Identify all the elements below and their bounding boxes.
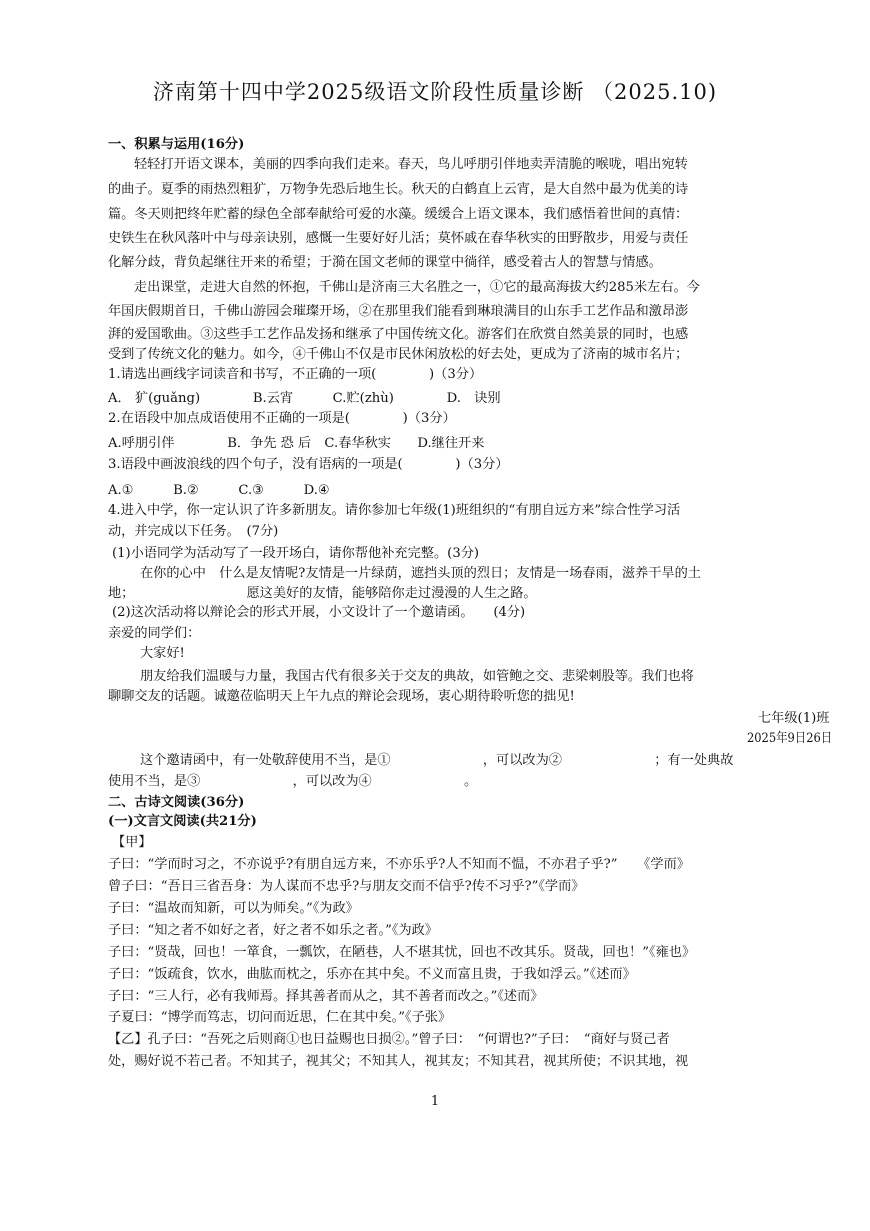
paragraph-line: 化解分歧，背负起继往开来的希望；于漪在国文老师的课堂中徜徉，感受着古人的智慧与情感。 — [108, 255, 662, 270]
page-number: 1 — [430, 1094, 440, 1109]
exam-title: 济南第十四中学2025级语文阶段性质量诊断 （2025.10) — [152, 80, 718, 104]
letter-greeting: 亲爱的同学们： — [108, 626, 201, 641]
letter-signature: 七年级(1)班 — [758, 711, 830, 726]
passage-marker: 【甲】 — [112, 835, 152, 850]
passage-line: 子曰：“知之者不如好之者，好之者不如乐之者。”《为政》 — [108, 923, 438, 938]
paragraph-line: 史铁生在秋风落叶中与母亲诀别，感慨一生要好好儿活；莫怀戚在春华秋实的田野散步，用爱与责任 — [108, 231, 689, 246]
option-line: A． 犷(guǎng) B.云宵 C.贮(zhù) D. 诀别 — [108, 391, 501, 406]
passage-line: 子曰：“饭疏食，饮水，曲肱而枕之，乐亦在其中矣。不义而富且贵，于我如浮云。”《述而》 — [108, 967, 636, 982]
passage-line: 曾子曰：“吾日三省吾身：为人谋而不忠乎?与朋友交而不信乎?传不习乎?”《学而》 — [108, 879, 585, 894]
passage-line: 子曰：“贤哉，回也！一箪食，一瓢饮，在陋巷，人不堪其忧，回也不改其乐。贤哉，回也！”《雍也》 — [108, 945, 696, 960]
letter-greeting: 大家好! — [140, 646, 185, 661]
paragraph-line: 的曲子。夏季的雨热烈粗犷，万物争先恐后地生长。秋天的白鹤直上云宵，是大自然中最为优美的诗 — [108, 182, 689, 197]
question-line: 1.请选出画线字词读音和书写，不正确的一项( )（3分） — [108, 367, 483, 382]
paragraph-line: 篇。冬天则把终年贮蓄的绿色全部奉献给可爱的水藻。缓缓合上语文课本，我们感悟着世间的真情： — [108, 207, 689, 222]
letter-body-line: 聊聊交友的话题。诚邀莅临明天上午九点的辩论会现场，衷心期待聆听您的拙见! — [108, 689, 575, 704]
paragraph-line: 年国庆假期首日，千佛山游园会璀璨开场，②在那里我们能看到琳琅满目的山东手工艺作品和激昂澎 — [108, 304, 689, 319]
question-line: 使用不当，是③ ，可以改为④ 。 — [108, 774, 478, 789]
paragraph-line: 湃的爱国歌曲。③这些手工艺作品发扬和继承了中国传统文化。游客们在欣赏自然美景的同时，也感 — [108, 327, 689, 342]
question-line: 3.语段中画波浪线的四个句子，没有语病的一项是( )（3分） — [108, 457, 509, 472]
letter-date: 2025年9日26日 — [747, 731, 833, 746]
section-heading: 一、积累与运用(16分) — [108, 137, 245, 152]
option-line: A.① B.② C.③ D.④ — [108, 483, 330, 498]
question-line: 这个邀请函中，有一处敬辞使用不当，是① ，可以改为② ；有一处典故 — [140, 753, 734, 768]
passage-line: 子夏曰：“博学而笃志，切问而近思，仁在其中矣。”《子张》 — [108, 1010, 452, 1025]
passage-line: 子曰：“三人行，必有我师焉。择其善者而从之，其不善者而改之。”《述而》 — [108, 989, 544, 1004]
subsection-heading: (一)文言文阅读(共21分) — [108, 814, 257, 829]
paragraph-line: 走出课堂，走进大自然的怀抱，千佛山是济南三大名胜之一，①它的最高海拔大约285米左右。今 — [134, 280, 700, 295]
passage-line: 处，赐好说不若己者。不知其子，视其父；不知其人，视其友；不知其君，视其所使；不识其地，视 — [108, 1054, 689, 1069]
question-line: 2.在语段中加点成语使用不正确的一项是( )（3分） — [108, 411, 456, 426]
passage-line: 【乙】孔子曰：“吾死之后则商①也日益赐也日损②。”曾子曰： “何谓也?”子曰： “商好与贤己者 — [108, 1032, 670, 1047]
passage-line: 子曰：“温故而知新，可以为师矣。”《为政》 — [108, 901, 359, 916]
section-heading: 二、古诗文阅读(36分) — [108, 795, 245, 810]
question-line: 动，并完成以下任务。 (7分) — [108, 524, 279, 539]
subquestion-line: (1)小语同学为活动写了一段开场白，请你帮他补充完整。(3分) — [112, 546, 480, 561]
paragraph-line: 轻轻打开语文课本，美丽的四季向我们走来。春天，鸟儿呼朋引伴地卖弄清脆的喉咙，唱出宛转 — [134, 157, 688, 172]
option-line: A.呼朋引伴 B．争先 恐 后 C.春华秋实 D.继往开来 — [108, 436, 485, 451]
paragraph-line: 在你的心中 什么是友情呢?友情是一片绿荫，遮挡头顶的烈日；友情是一场春雨，滋养干旱的土 — [140, 566, 701, 581]
question-line: 4.进入中学，你一定认识了许多新朋友。请你参加七年级(1)班组织的“有朋自远方来”综合性学习活 — [108, 503, 681, 518]
passage-line: 子曰：“学而时习之，不亦说乎?有朋自远方来，不亦乐乎?人不知而不愠，不亦君子乎?” 《学而》 — [108, 857, 690, 872]
subquestion-line: (2)这次活动将以辩论会的形式开展，小文设计了一个邀请函。 (4分) — [112, 605, 526, 620]
paragraph-line: 受到了传统文化的魅力。如今，④千佛山不仅是市民休闲放松的好去处，更成为了济南的城市名片； — [108, 347, 689, 362]
letter-body-line: 朋友给我们温暖与力量，我国古代有很多关于交友的典故，如管鲍之交、悲梁刺股等。我们也将 — [140, 669, 694, 684]
paragraph-line: 地； 愿这美好的友情，能够陪你走过漫漫的人生之路。 — [108, 586, 537, 601]
